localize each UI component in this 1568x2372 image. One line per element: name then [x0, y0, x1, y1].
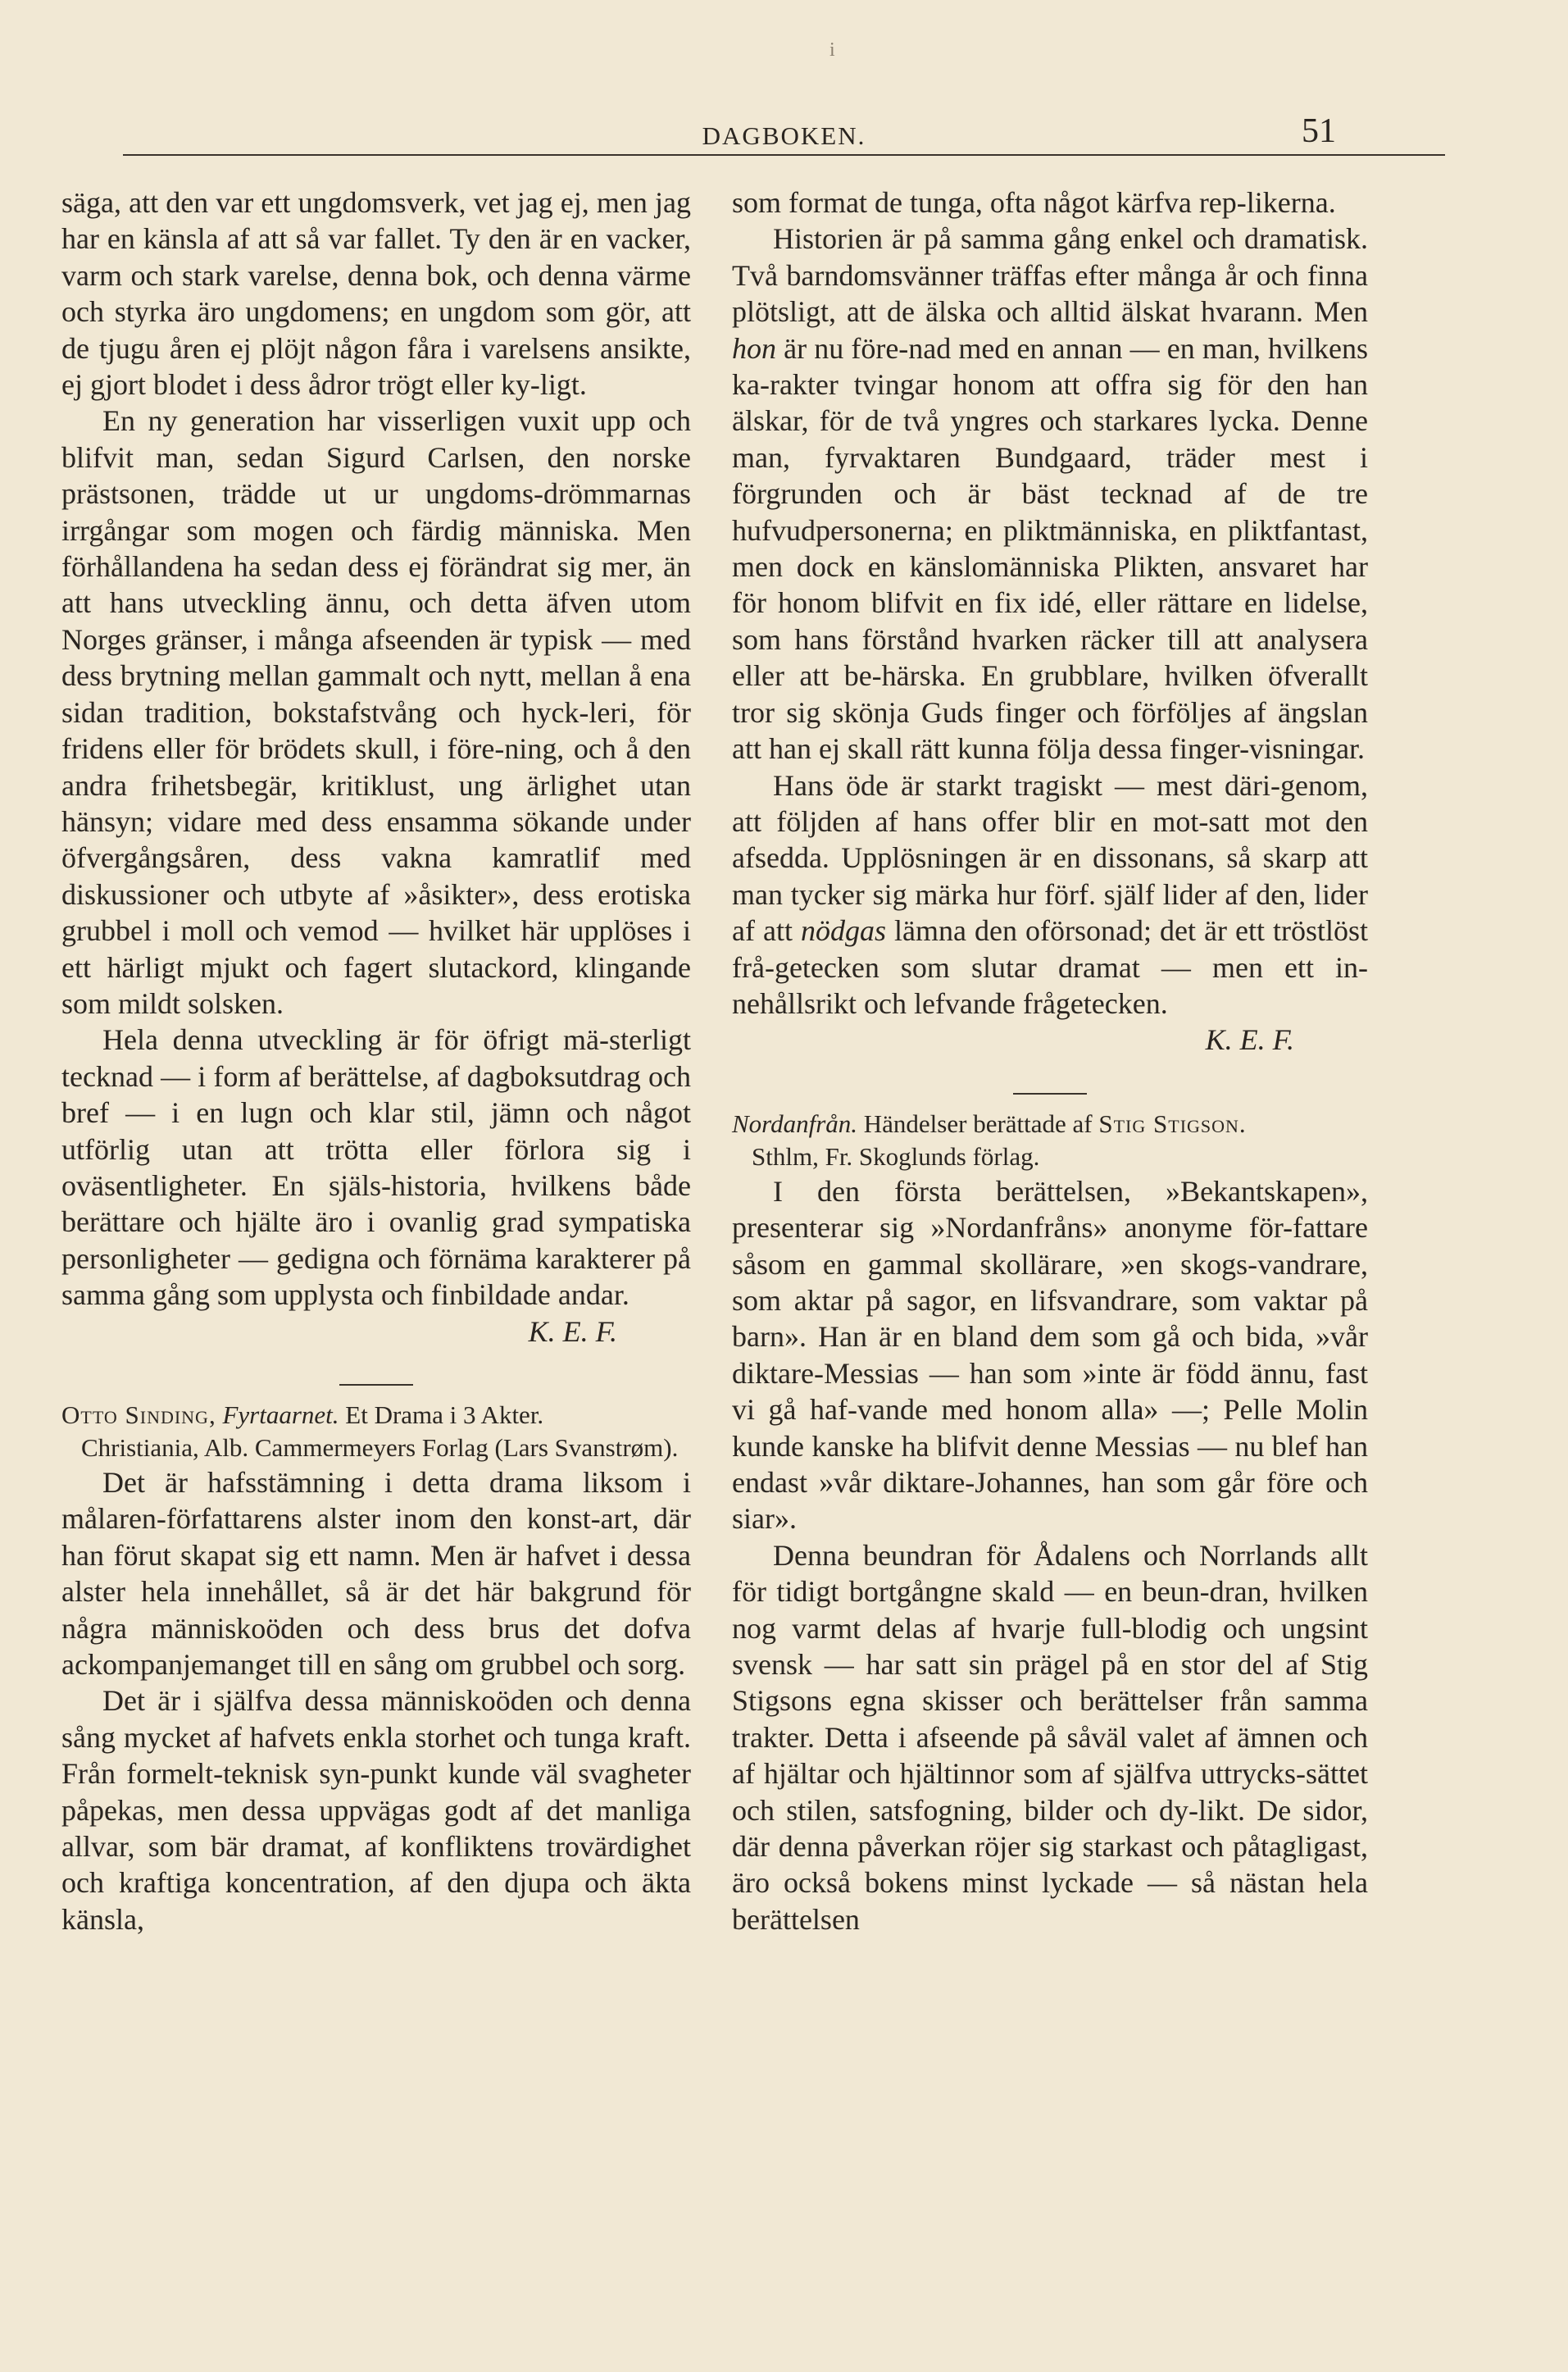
review-heading — [732, 1108, 1368, 1173]
paragraph: Hela denna utveckling är för öfrigt mä-sterligt tecknad — i form af berättelse, af dagboksutdrag och bref — i en lugn och klar stil, jämn och något utförlig utan att trötta eller förlora sig i oväsentligheter. En själs-historia, hvilkens både berättare och hjälte äro i ovanlig grad sympatiska personligheter — gedigna och förnäma karakterer på samma gång som upplysta och finbildade andar. — [61, 1023, 691, 1312]
text-run: Hans öde är starkt tragiskt — mest däri-genom, att följden af hans offer blir en mot-satt mot den afsedda. Upplösningen är en dissonans, så skarp att man tycker sig märka hur förf. själf lider af den, lider af att — [732, 768, 1368, 948]
section-rule — [339, 1384, 413, 1386]
entry-publisher: Sthlm, Fr. Skoglunds förlag. — [752, 1141, 1040, 1171]
paragraph — [732, 221, 1368, 767]
emphasis: hon — [732, 331, 776, 365]
paragraph: I den första berättelsen, »Bekantskapen», presenterar sig »Nordanfråns» anonyme för-fattare såsom en gammal skollärare, »en skogs-vandrare, som aktar på sagor, en lifsvandrare, som vaktar på barn». Han är en bland dem som gå och bida, »vår diktare-Messias — han som »inte är född ännu, fast vi gå haf-vande med honom alla» —; Pelle Molin kunde kanske ha blifvit denne Messias — nu blef han endast »vår diktare-Johannes, han som går före och siar». — [732, 1174, 1368, 1536]
margin-mark: i — [829, 39, 835, 61]
section-rule — [1013, 1093, 1087, 1095]
left-column — [61, 184, 691, 1937]
entry-author: Otto Sinding, — [61, 1400, 216, 1429]
paragraph: En ny generation har visserligen vuxit upp och blifvit man, sedan Sigurd Carlsen, den norske prästsonen, trädde ut ur ungdoms-drömmarnas irrgångar som mogen och färdig människa. Men förhållandena ha sedan dess ej förändrat sig mer, än att hans utveckling ännu, och detta äfven utom Norges gränser, i många afseenden är typisk — med dess brytning mellan gammalt och nytt, mellan å ena sidan tradition, bokstafstvång och hyck-leri, för fridens eller för brödets skull, i före-ning, och å den andra frihetsbegär, kritiklust, ung ärlighet utan hänsyn; vidare med dess ensamma sökande under öfvergångsåren, dess vakna kamratlif med diskussioner och utbyte af »åsikter», dess erotiska grubbel i moll och vemod — hvilket här upplöses i ett härligt mjukt och fagert slutackord, klingande som mildt solsken. — [61, 404, 691, 1020]
review-heading — [61, 1399, 691, 1464]
right-column — [732, 184, 1368, 1937]
text-run: lämna den oförsonad; det är ett tröstlöst frå-getecken som slutar dramat — men ett in-nehållsrikt och lefvande frågetecken. — [732, 914, 1369, 1020]
paragraph — [732, 767, 1368, 1022]
entry-author: Stig Stigson. — [1098, 1109, 1247, 1138]
text-run: är nu före-nad med en annan — en man, hvilkens ka-rakter tvingar honom att offra sig för den han älskar, för de två yngres och starkares lycka. Denne man, fyrvaktaren Bundgaard, träder mest i förgrunden och är bäst tecknad af de tre hufvudpersonerna; en pliktmänniska, en pliktfantast, men dock en känslomänniska Plikten, ansvaret har för honom blifvit en fix idé, eller rättare en lidelse, som hans förstånd hvarken räcker till att analysera eller att be-härska. En grubblare, hvilken öfverallt tror sig skönja Guds finger och förföljes af ängslan att han ej skall rätt kunna följa dessa finger-visningar. — [732, 331, 1368, 766]
page-number: 51 — [1302, 112, 1336, 150]
header-rule — [123, 154, 1445, 156]
paragraph: Det är hafsstämning i detta drama liksom i målaren-författarens alster inom den konst-art, där han förut skapat sig ett namn. Men är hafvet i dessa alster hela innehållet, så är det här bakgrund för några människoöden och dess brus det dofva ackompanjemanget till en sång om grubbel och sorg. — [61, 1466, 691, 1682]
text-run: Historien är på samma gång enkel och dramatisk. Två barndomsvänner träffas efter många år och finna plötsligt, att de älska och alltid älskat hvarann. Men — [732, 222, 1368, 329]
paragraph: säga, att den var ett ungdomsverk, vet jag ej, men jag har en känsla af att så var fallet. Ty den är en vacker, varm och stark varelse, denna bok, och denna värme och styrka äro ungdomens; en ungdom som gör, att de tjugu åren ej plöjt någon fåra i varelsens ansikte, ej gjort blodet i dess ådror trögt eller ky-ligt. — [61, 186, 691, 402]
paragraph: Denna beundran för Ådalens och Norrlands allt för tidigt bortgångne skald — en beun-dran, hvilken nog varmt delas af hvarje full-blodig och ungsint svensk — har satt sin prägel på en stor del af Stig Stigsons egna skisser och berättelser från samma trakter. Detta i afseende på såväl valet af ämnen och af hjältar och hjältinnor som af själfva uttrycks-sättet och stilen, satsfogning, bilder och dy-likt. De sidor, där denna påverkan röjer sig starkast och påtagligast, äro också bokens minst lyckade — så nästan hela berättelsen — [732, 1538, 1368, 1936]
running-head: DAGBOKEN. — [702, 121, 866, 150]
paragraph: Det är i själfva dessa människoöden och denna sång mycket af hafvets enkla storhet och tunga kraft. Från formelt-teknisk syn-punkt kunde väl svagheter påpekas, men dessa uppvägas godt af det manliga allvar, som bär dramat, af konfliktens trovärdighet och kraftiga koncentration, af den djupa och äkta känsla, — [61, 1684, 691, 1936]
signature: K. E. F. — [1205, 1023, 1294, 1057]
entry-title: Nordanfrån. — [732, 1109, 858, 1138]
emphasis: nödgas — [801, 914, 887, 948]
entry-title: Fyrtaarnet. — [222, 1400, 339, 1429]
entry-details: Händelser berättade af — [863, 1109, 1093, 1138]
entry-publisher: Christiania, Alb. Cammermeyers Forlag (Lars Svanstrøm). — [81, 1433, 679, 1462]
paragraph: som format de tunga, ofta något kärfva rep-likerna. — [732, 186, 1336, 219]
signature: K. E. F. — [528, 1314, 617, 1348]
entry-details: Et Drama i 3 Akter. — [345, 1400, 544, 1429]
